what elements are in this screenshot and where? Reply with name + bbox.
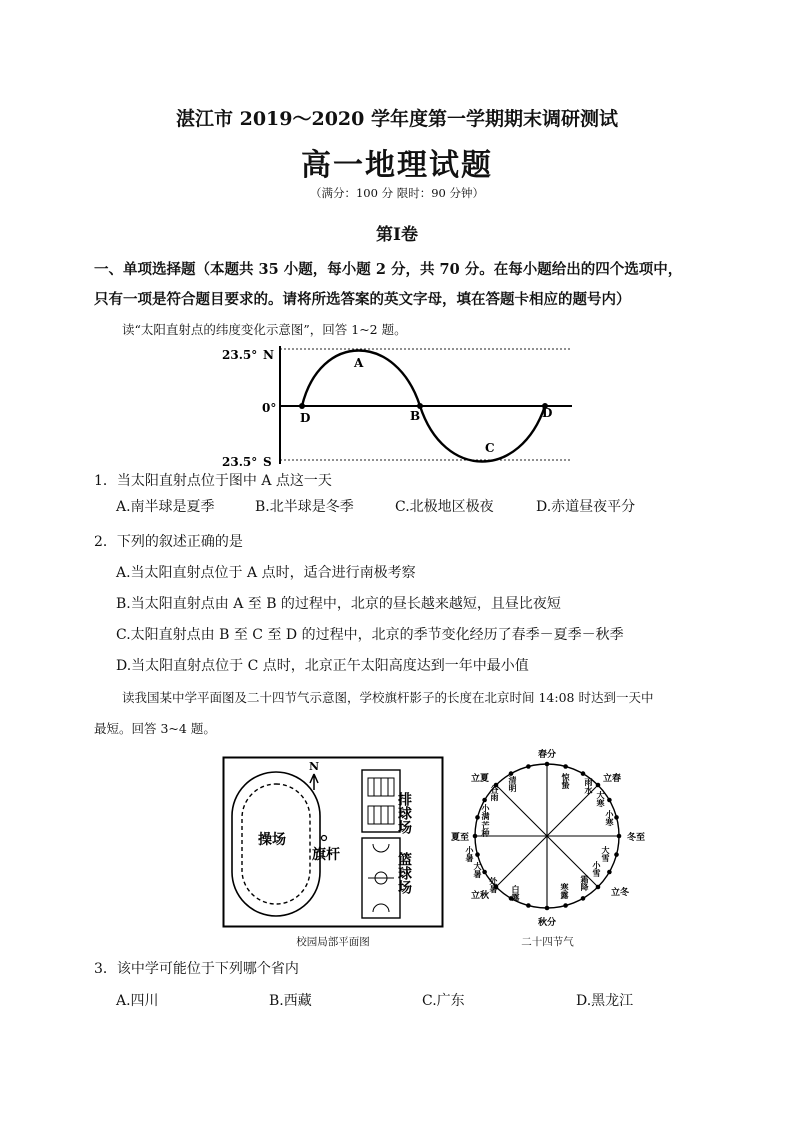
term-autumn-equinox: 秋分: [537, 918, 557, 928]
volume-heading: 第Ⅰ卷: [376, 225, 418, 245]
sun-latitude-figure: [220, 340, 580, 470]
section-instruction-line1: 一、单项选择题（本题共 35 小题，每小题 2 分，共 70 分。在每小题给出的四个选项中，: [94, 261, 683, 278]
term-winter-solstice: 冬至: [626, 833, 645, 843]
term-hanlu: 寒露: [560, 883, 570, 899]
term-summer-solstice: 夏至: [450, 833, 470, 843]
exam-title-line2: 高一地理试题: [301, 148, 493, 183]
q3-option-c: C.广东: [422, 993, 465, 1009]
q3-option-b: B.西藏: [269, 993, 312, 1009]
q1-option-a: A.南半球是夏季: [116, 499, 215, 515]
term-dashu: 大暑: [473, 862, 483, 878]
q3-option-d: D.黑龙江: [576, 993, 634, 1009]
label-equator: 0°: [262, 401, 277, 415]
point-c-label: C: [485, 441, 495, 455]
q2-option-b: B.当太阳直射点由 A 至 B 的过程中，北京的昼长越来越短，且昼比夜短: [116, 596, 561, 612]
question-2-stem: 2．下列的叙述正确的是: [94, 534, 243, 550]
q3-option-a: A.四川: [116, 993, 159, 1009]
exam-title-line1: 湛江市 2019～2020 学年度第一学期期末调研测试: [176, 108, 618, 130]
label-south: S: [263, 455, 272, 469]
term-yushui: 雨水: [584, 778, 594, 794]
term-mangzhong: 芒种: [481, 821, 491, 837]
label-south-deg: 23.5°: [222, 455, 258, 469]
term-start-spring: 立春: [602, 774, 622, 784]
intro-q3-4-line1: 读我国某中学平面图及二十四节气示意图，学校旗杆影子的长度在北京时间 14:08 时达到一天中: [122, 690, 654, 705]
q1-option-b: B.北半球是冬季: [255, 499, 354, 515]
point-d-right-label: D: [542, 406, 553, 420]
term-chushu: 处暑: [489, 877, 499, 893]
question-3-stem: 3．该中学可能位于下列哪个省内: [94, 961, 299, 977]
term-bailu: 白露: [511, 885, 521, 901]
term-dahan: 大寒: [596, 791, 606, 807]
playground-label: 操场: [258, 832, 286, 848]
label-north: N: [263, 348, 274, 362]
q1-option-c: C.北极地区极夜: [395, 499, 494, 515]
question-1-stem: 1．当太阳直射点位于图中 A 点这一天: [94, 473, 332, 489]
volleyball-label: 排球场: [396, 792, 412, 834]
exam-subtitle: （满分：100 分 限时：90 分钟）: [309, 186, 485, 200]
q2-option-a: A.当太阳直射点位于 A 点时，适合进行南极考察: [116, 565, 416, 581]
term-daxue: 大雪: [601, 846, 611, 862]
solar-terms-wheel: [450, 745, 645, 935]
point-d-left-label: D: [300, 411, 311, 425]
flagpole-icon: [322, 836, 327, 841]
term-xiaoxue: 小雪: [592, 861, 602, 877]
term-guyu: 谷雨: [490, 785, 500, 801]
basketball-label: 篮球场: [396, 852, 412, 894]
point-b-label: B: [410, 409, 421, 423]
label-north-deg: 23.5°: [222, 348, 258, 362]
campus-map-caption: 校园局部平面图: [296, 936, 370, 948]
q1-option-d: D.赤道昼夜平分: [536, 499, 636, 515]
north-label: N: [309, 760, 320, 773]
term-shuangjiang: 霜降: [580, 875, 590, 891]
term-spring-equinox: 春分: [537, 750, 557, 760]
point-d-left: [299, 403, 305, 409]
campus-map: [222, 756, 444, 930]
term-xiaoshu: 小暑: [465, 846, 475, 862]
term-start-summer: 立夏: [470, 774, 490, 784]
term-xiaohan: 小寒: [605, 810, 615, 826]
solar-terms-caption: 二十四节气: [521, 936, 574, 948]
term-start-autumn: 立秋: [470, 891, 490, 901]
flagpole-label: 旗杆: [312, 847, 340, 863]
term-start-winter: 立冬: [610, 888, 630, 898]
term-xiaoman: 小满: [481, 804, 491, 820]
intro-q3-4-line2: 最短。回答 3~4 题。: [94, 721, 216, 736]
campus-border: [224, 758, 443, 927]
point-a-label: A: [354, 356, 364, 370]
intro-q1-2: 读“太阳直射点的纬度变化示意图”，回答 1~2 题。: [122, 322, 407, 337]
north-arrow-icon: [310, 774, 318, 790]
term-jingzhe: 惊蛰: [561, 773, 571, 789]
q2-option-d: D.当太阳直射点位于 C 点时，北京正午太阳高度达到一年中最小值: [116, 658, 529, 674]
q2-option-c: C.太阳直射点由 B 至 C 至 D 的过程中，北京的季节变化经历了春季－夏季－秋季: [116, 627, 624, 643]
section-instruction-line2: 只有一项是符合题目要求的。请将所选答案的英文字母，填在答题卡相应的题号内）: [94, 291, 631, 308]
term-qingming: 清明: [508, 776, 518, 792]
